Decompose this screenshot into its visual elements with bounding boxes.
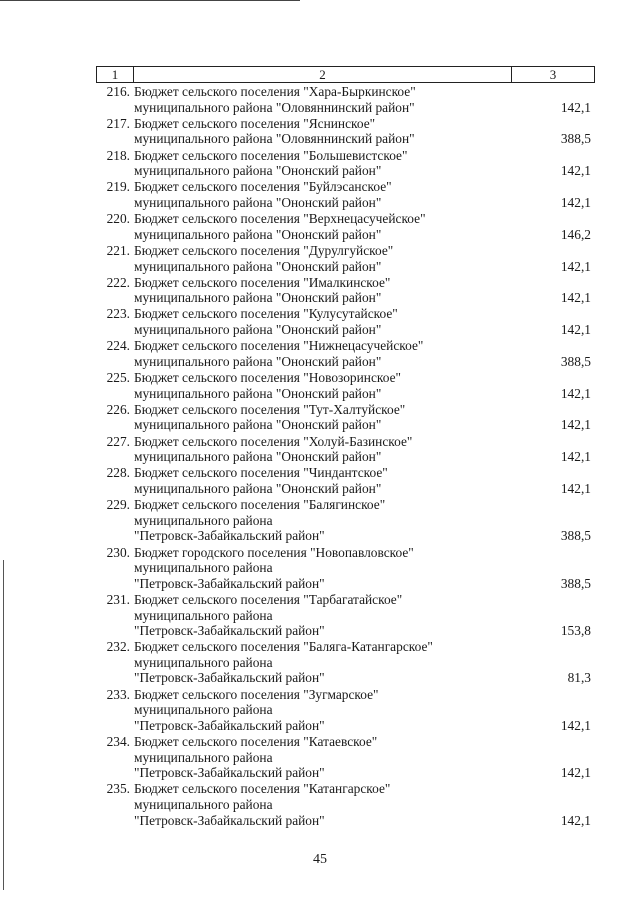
row-description-line: Бюджет сельского поселения "Новозоринское" bbox=[134, 370, 401, 386]
table-row bbox=[96, 275, 595, 306]
table-row bbox=[96, 370, 595, 401]
header-col-1: 1 bbox=[97, 67, 134, 82]
row-description-line: муниципального района bbox=[134, 560, 273, 576]
row-description-line: муниципального района "Ононский район" bbox=[134, 194, 382, 210]
row-number: 224. bbox=[106, 338, 130, 354]
scan-edge-top bbox=[0, 0, 300, 1]
row-description-line: муниципального района "Ононский район" bbox=[134, 258, 382, 274]
row-number: 234. bbox=[106, 734, 130, 750]
row-description-line: муниципального района bbox=[134, 749, 273, 765]
table-row bbox=[96, 338, 595, 369]
row-number: 226. bbox=[106, 401, 130, 417]
row-description-line: Бюджет сельского поселения "Дурулгуйское" bbox=[134, 242, 394, 258]
row-amount: 142,1 bbox=[560, 385, 591, 401]
row-description bbox=[130, 84, 521, 115]
row-number: 219. bbox=[106, 179, 130, 195]
row-description bbox=[130, 306, 521, 337]
row-amount: 142,1 bbox=[560, 258, 591, 274]
row-description-line: Бюджет сельского поселения "Баляга-Катангарское" bbox=[134, 639, 433, 655]
row-description-line: муниципального района "Ононский район" bbox=[134, 353, 382, 369]
row-number: 232. bbox=[106, 639, 130, 655]
table-row bbox=[96, 179, 595, 210]
table-row bbox=[96, 545, 595, 592]
row-description-line: Бюджет сельского поселения "Кулусутайское" bbox=[134, 306, 398, 322]
row-description-line: муниципального района "Ононский район" bbox=[134, 290, 382, 306]
table-row bbox=[96, 84, 595, 115]
row-amount: 142,1 bbox=[560, 194, 591, 210]
row-number: 230. bbox=[106, 544, 130, 560]
row-number: 235. bbox=[106, 781, 130, 797]
row-description-line: муниципального района "Оловяннинский район" bbox=[134, 131, 415, 147]
row-description bbox=[130, 370, 521, 401]
table-row bbox=[96, 497, 595, 544]
row-description-line: Бюджет сельского поселения "Нижнецасучейское" bbox=[134, 338, 424, 354]
row-description bbox=[130, 465, 521, 496]
row-description-line: Бюджет сельского поселения "Холуй-Базинское" bbox=[134, 433, 413, 449]
row-number: 227. bbox=[106, 433, 130, 449]
row-description bbox=[130, 402, 521, 433]
row-description-line: Бюджет сельского поселения "Большевистское" bbox=[134, 147, 408, 163]
row-amount: 142,1 bbox=[560, 417, 591, 433]
row-amount: 142,1 bbox=[560, 322, 591, 338]
row-description-line: муниципального района bbox=[134, 512, 273, 528]
row-description bbox=[130, 781, 521, 828]
row-description-line: Бюджет сельского поселения "Буйлэсанское" bbox=[134, 179, 392, 195]
table-row bbox=[96, 687, 595, 734]
row-number: 223. bbox=[106, 306, 130, 322]
row-description-line: муниципального района "Ононский район" bbox=[134, 417, 382, 433]
row-description bbox=[130, 734, 521, 781]
table-row bbox=[96, 402, 595, 433]
header-col-2: 2 bbox=[134, 67, 512, 82]
table-header bbox=[96, 66, 595, 83]
row-amount: 388,5 bbox=[560, 575, 591, 591]
row-description bbox=[130, 639, 521, 686]
row-description-line: муниципального района "Ононский район" bbox=[134, 226, 382, 242]
row-description-line: муниципального района bbox=[134, 607, 273, 623]
row-amount: 142,1 bbox=[560, 290, 591, 306]
row-number: 216. bbox=[106, 84, 130, 99]
row-number: 221. bbox=[106, 242, 130, 258]
row-number: 217. bbox=[106, 115, 130, 131]
row-number: 222. bbox=[106, 274, 130, 290]
row-description-line: муниципального района "Оловяннинский район" bbox=[134, 99, 415, 115]
row-amount: 388,5 bbox=[560, 131, 591, 147]
row-description-line: Бюджет сельского поселения "Тарбагатайское" bbox=[134, 591, 403, 607]
row-description-line: Бюджет сельского поселения "Катангарское" bbox=[134, 781, 391, 797]
row-amount: 142,1 bbox=[560, 449, 591, 465]
row-description bbox=[130, 434, 521, 465]
row-amount: 81,3 bbox=[567, 670, 591, 686]
row-number: 229. bbox=[106, 497, 130, 513]
page-number: 45 bbox=[313, 852, 327, 867]
table-row bbox=[96, 116, 595, 147]
row-amount: 388,5 bbox=[560, 353, 591, 369]
row-description-line: муниципального района bbox=[134, 797, 273, 812]
scan-edge-left bbox=[3, 560, 4, 890]
row-description-line: муниципального района "Ононский район" bbox=[134, 480, 382, 496]
table-row bbox=[96, 306, 595, 337]
table-row bbox=[96, 734, 595, 781]
row-description-line: "Петровск-Забайкальский район" bbox=[134, 575, 325, 591]
row-description-line: муниципального района bbox=[134, 654, 273, 670]
row-description bbox=[130, 211, 521, 242]
row-description-line: муниципального района "Ононский район" bbox=[134, 163, 382, 179]
row-description-line: Бюджет городского поселения "Новопавловское" bbox=[134, 544, 414, 560]
table-row bbox=[96, 465, 595, 496]
row-description bbox=[130, 338, 521, 369]
row-description bbox=[130, 275, 521, 306]
row-description-line: "Петровск-Забайкальский район" bbox=[134, 528, 325, 544]
row-description-line: Бюджет сельского поселения "Хара-Быркинское" bbox=[134, 84, 416, 99]
row-amount: 142,1 bbox=[560, 163, 591, 179]
row-description bbox=[130, 545, 521, 592]
table-row bbox=[96, 592, 595, 639]
row-description bbox=[130, 687, 521, 734]
row-amount: 146,2 bbox=[560, 226, 591, 242]
row-description-line: "Петровск-Забайкальский район" bbox=[134, 623, 325, 639]
row-amount: 142,1 bbox=[560, 480, 591, 496]
row-number: 218. bbox=[106, 147, 130, 163]
row-description-line: "Петровск-Забайкальский район" bbox=[134, 670, 325, 686]
budget-table-body bbox=[96, 84, 595, 829]
table-row bbox=[96, 639, 595, 686]
row-description-line: Бюджет сельского поселения "Ималкинское" bbox=[134, 274, 391, 290]
table-row bbox=[96, 211, 595, 242]
row-description bbox=[130, 179, 521, 210]
row-number: 231. bbox=[106, 591, 130, 607]
row-description bbox=[130, 243, 521, 274]
row-number: 225. bbox=[106, 370, 130, 386]
row-description-line: муниципального района "Ононский район" bbox=[134, 385, 382, 401]
row-description-line: Бюджет сельского поселения "Тут-Халтуйское" bbox=[134, 401, 406, 417]
row-description-line: муниципального района "Ононский район" bbox=[134, 322, 382, 338]
row-number: 233. bbox=[106, 686, 130, 702]
row-description-line: "Петровск-Забайкальский район" bbox=[134, 717, 325, 733]
table-row bbox=[96, 243, 595, 274]
table-row bbox=[96, 434, 595, 465]
row-description-line: Бюджет сельского поселения "Зугмарское" bbox=[134, 686, 379, 702]
table-row bbox=[96, 148, 595, 179]
row-description-line: Бюджет сельского поселения "Верхнецасучейское" bbox=[134, 211, 426, 227]
row-amount: 142,1 bbox=[560, 765, 591, 781]
row-description-line: "Петровск-Забайкальский район" bbox=[134, 765, 325, 781]
row-description bbox=[130, 116, 521, 147]
row-description-line: "Петровск-Забайкальский район" bbox=[134, 812, 325, 828]
row-amount: 388,5 bbox=[560, 528, 591, 544]
row-amount: 142,1 bbox=[560, 812, 591, 828]
table-row bbox=[96, 781, 595, 828]
row-number: 220. bbox=[106, 211, 130, 227]
row-description-line: Бюджет сельского поселения "Яснинское" bbox=[134, 115, 376, 131]
row-description-line: Бюджет сельского поселения "Катаевское" bbox=[134, 734, 378, 750]
row-description bbox=[130, 592, 521, 639]
row-amount: 153,8 bbox=[560, 623, 591, 639]
row-number: 228. bbox=[106, 465, 130, 481]
row-description-line: муниципального района bbox=[134, 702, 273, 718]
row-description-line: Бюджет сельского поселения "Балягинское" bbox=[134, 497, 386, 513]
row-description-line: муниципального района "Ононский район" bbox=[134, 449, 382, 465]
row-description bbox=[130, 497, 521, 544]
row-description-line: Бюджет сельского поселения "Чиндантское" bbox=[134, 465, 388, 481]
row-amount: 142,1 bbox=[560, 99, 591, 115]
row-amount: 142,1 bbox=[560, 717, 591, 733]
header-col-3: 3 bbox=[549, 67, 557, 82]
row-description bbox=[130, 148, 521, 179]
